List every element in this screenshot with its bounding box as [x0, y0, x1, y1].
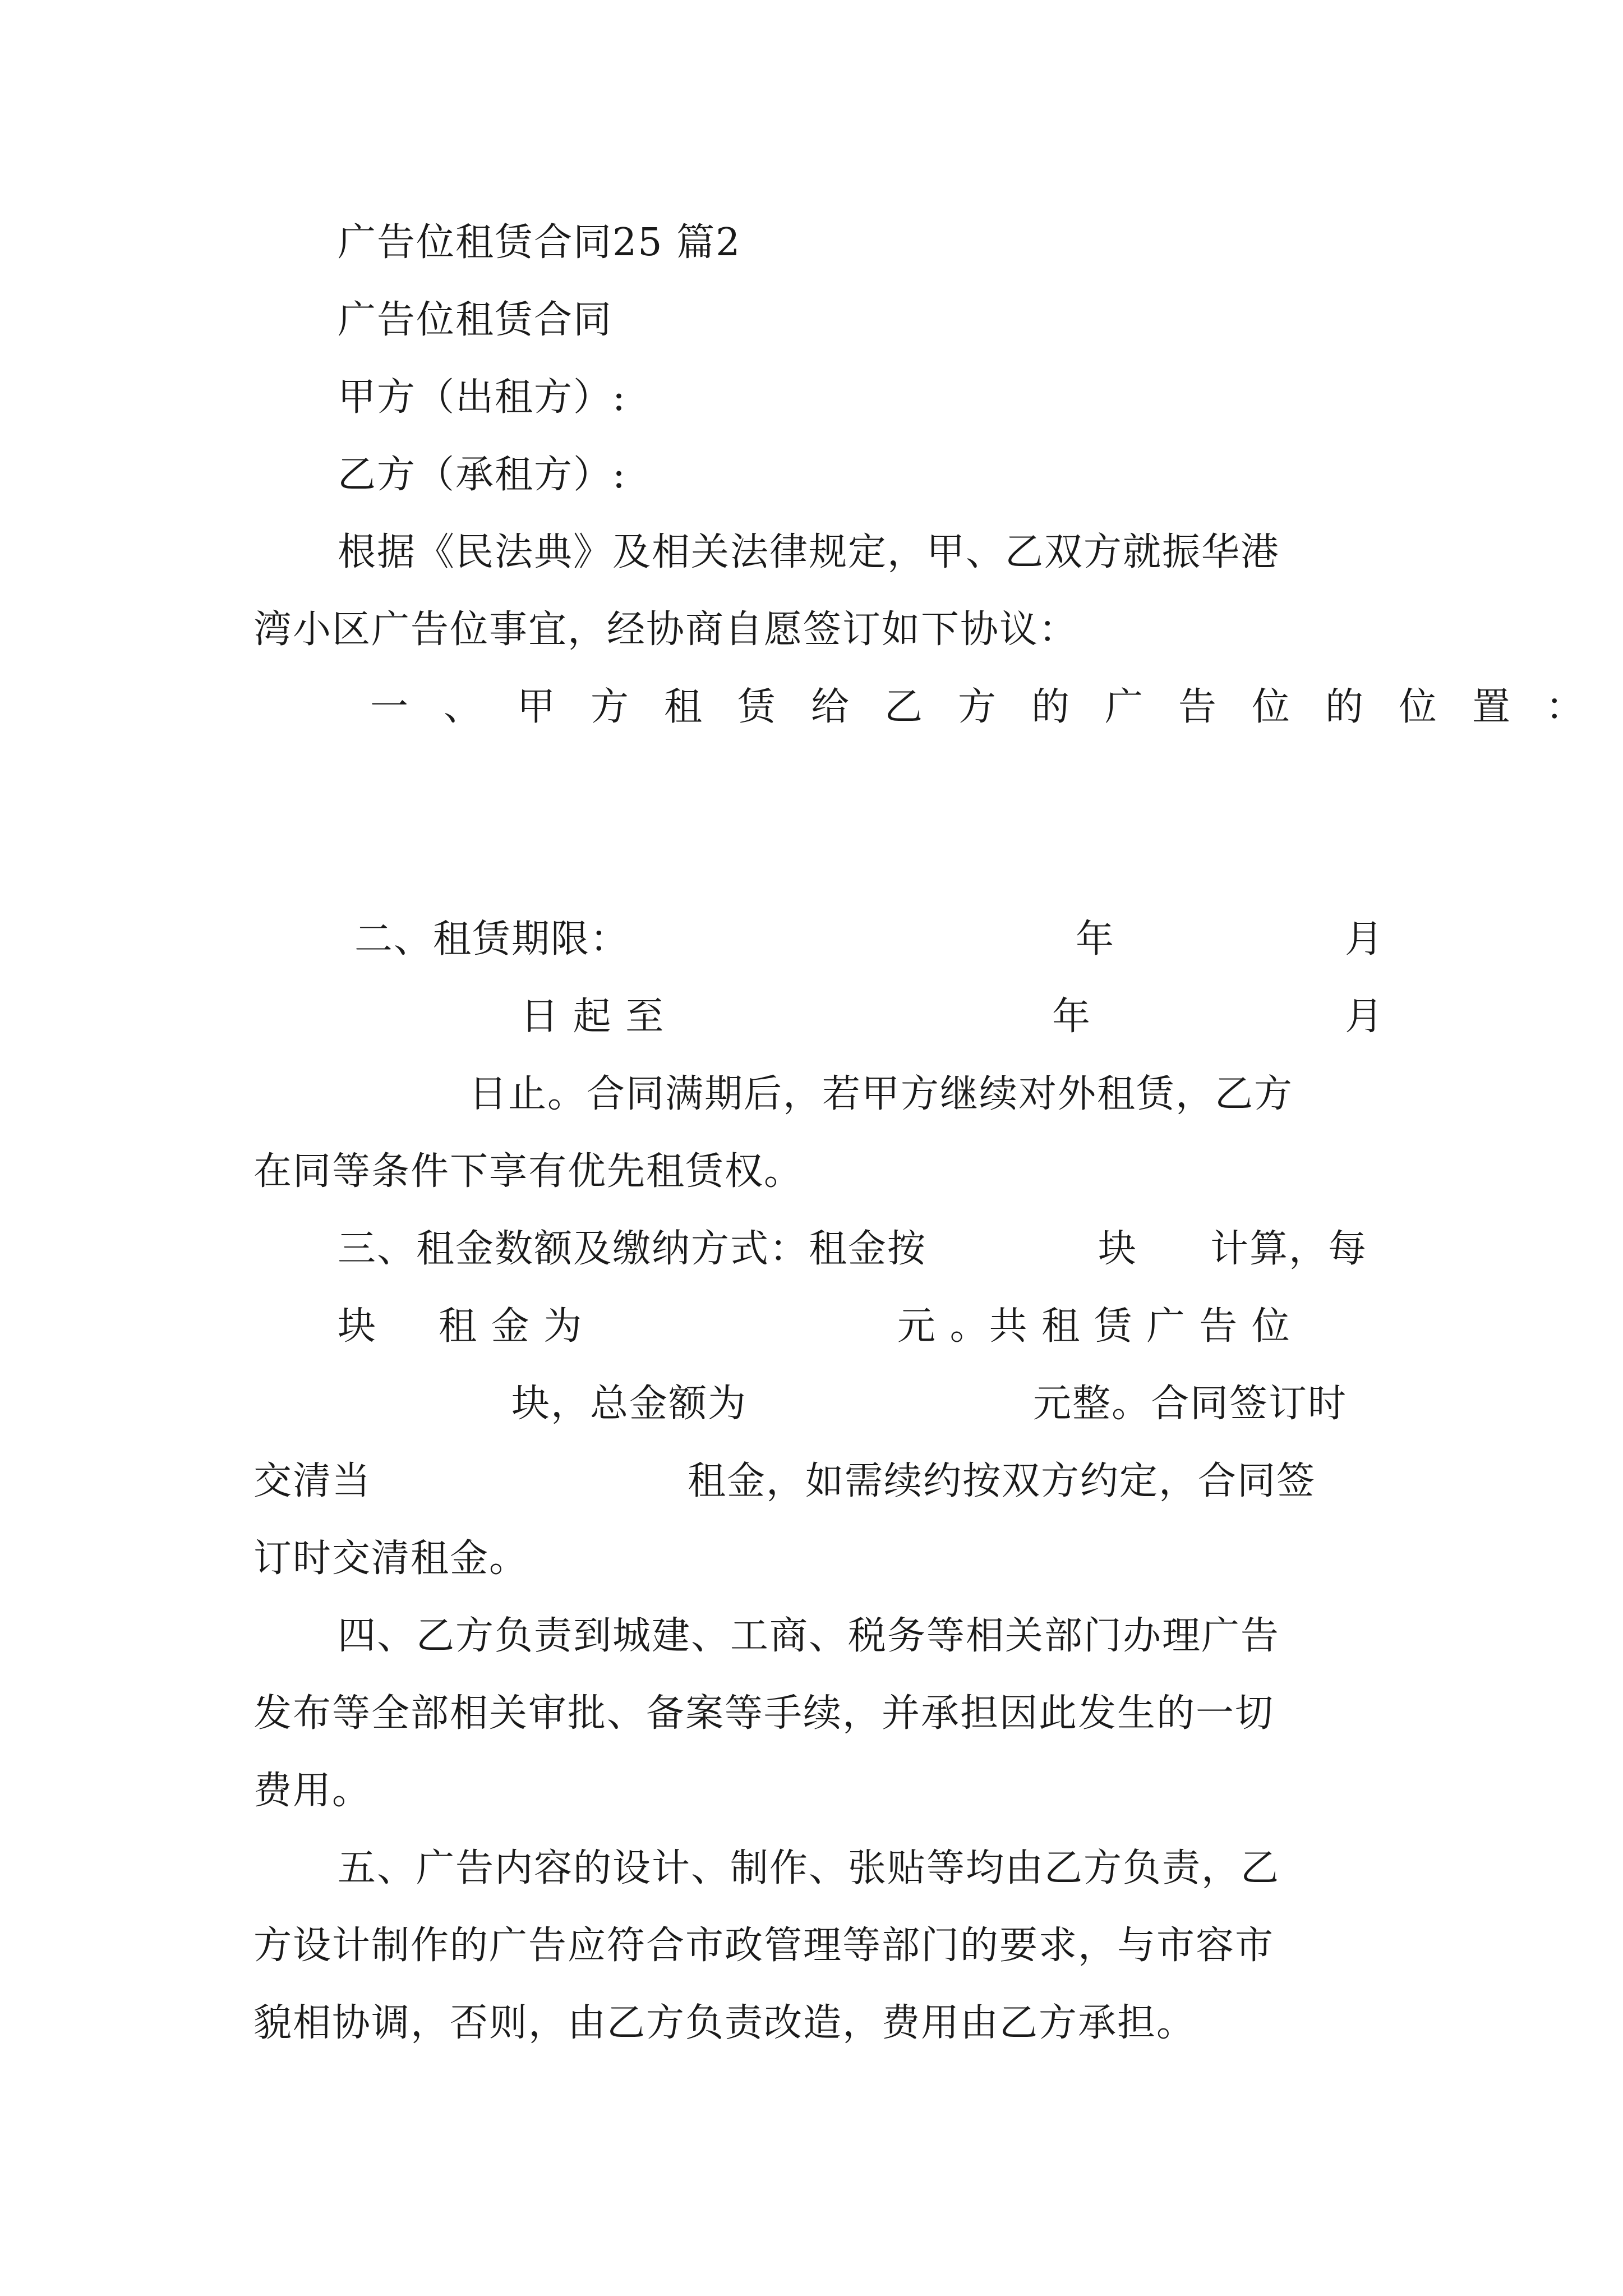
clause-4-line-2: 发布等全部相关审批、备案等手续，并承担因此发生的一切 — [253, 1691, 1275, 1736]
clause-3-part-1: 三、租金数额及缴纳方式：租金按 — [338, 1227, 927, 1271]
clause-5-line-3: 貌相协调，否则，由乙方负责改造，费用由乙方承担。 — [253, 2001, 1196, 2045]
clause-2-line-4: 在同等条件下享有优先租赁权。 — [253, 1149, 804, 1194]
clause-5-line-1: 五、广告内容的设计、制作、张贴等均由乙方负责，乙 — [338, 1846, 1280, 1890]
clause-2-day-from: 日 起 至 — [520, 995, 665, 1039]
clause-1-line — [370, 679, 1620, 735]
clause-1-text: 一、甲方租赁给乙方的广告位的位置： — [370, 685, 1620, 729]
party-a-line: 甲方（出租方）: — [338, 375, 626, 420]
intro-line-1: 根据《民法典》及相关法律规定，甲、乙双方就振华港 — [338, 530, 1280, 574]
clause-3-line-2-a: 块 — [338, 1304, 377, 1349]
clause-2-line-3: 日止。合同满期后，若甲方继续对外租赁，乙方 — [469, 1072, 1294, 1116]
clause-4-line-1: 四、乙方负责到城建、工商、税务等相关部门办理广告 — [338, 1614, 1280, 1658]
clause-2-month-1: 月 — [1345, 917, 1385, 961]
clause-2-year-2: 年 — [1052, 995, 1092, 1039]
document-heading: 广告位租赁合同25 篇2 — [338, 220, 741, 265]
party-b-line: 乙方（承租方）: — [338, 453, 626, 497]
clause-3-line-5: 订时交清租金。 — [253, 1536, 529, 1581]
clause-2-year-1: 年 — [1076, 917, 1115, 961]
clause-4-line-3: 费用。 — [253, 1769, 372, 1813]
clause-3-line-2-b: 租 金 为 — [439, 1304, 583, 1349]
clause-3-line-4-b: 租金，如需续约按双方约定，合同签 — [688, 1459, 1316, 1503]
clause-2-label: 二、租赁期限： — [354, 917, 630, 961]
clause-3-line-3-b: 元整。合同签订时 — [1033, 1382, 1348, 1426]
intro-line-2: 湾小区广告位事宜，经协商自愿签订如下协议： — [253, 608, 1078, 652]
clause-3-line-4-a: 交清当 — [253, 1459, 372, 1503]
clause-5-line-2: 方设计制作的广告应符合市政管理等部门的要求，与市容市 — [253, 1924, 1275, 1968]
clause-3-line-3-a: 块，总金额为 — [511, 1382, 748, 1426]
clause-3-line-2-c: 元 。共 租 赁 广 告 位 — [897, 1304, 1291, 1349]
clause-3-calc: 计算，每 — [1210, 1227, 1368, 1271]
contract-title: 广告位租赁合同 — [338, 298, 613, 342]
clause-2-month-2: 月 — [1345, 995, 1385, 1039]
clause-3-kuai: 块 — [1098, 1227, 1138, 1271]
